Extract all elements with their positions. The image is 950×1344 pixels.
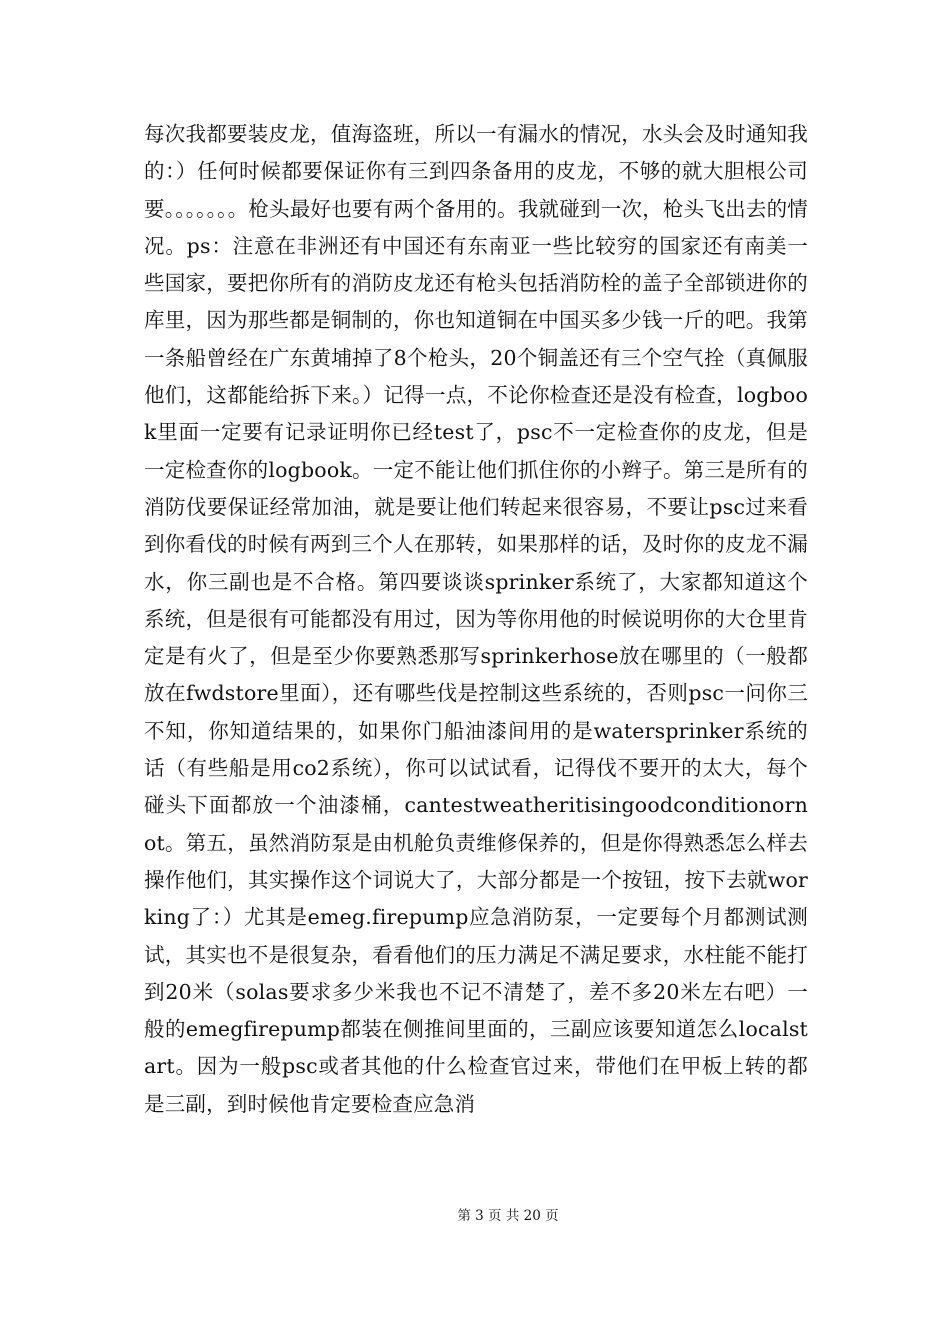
body-paragraph: 每次我都要装皮龙，值海盗班，所以一有漏水的情况，水头会及时通知我的：）任何时候都要保证你有三到四条备用的皮龙，不够的就大胆根公司要。。。。。。。枪头最好也要有两个备用的。我就碰到一次，枪头飞出去的情况。ps：注意在非洲还有中国还有东南亚一些比较穷的国家还有南美一些国家，要把你所有的消防皮龙还有枪头包括消防栓的盖子全部锁进你的库里，因为那些都是铜制的，你也知道铜在中国买多少钱一斤的吧。我第一条船曾经在广东黄埔掉了8个枪头，20个铜盖还有三个空气拴（真佩服他们，这都能给拆下来。）记得一点，不论你检查还是没有检查，logbook里面一定要有记录证明你已经test了，psc不一定检查你的皮龙，但是一定检查你的logbook。一定不能让他们抓住你的小辫子。第三是所有的消防伐要保证经常加油，就是要让他们转起来很容易，不要让psc过来看到你看伐的时候有两到三个人在那转，如果那样的话，及时你的皮龙不漏水，你三副也是不合格。第四要谈谈sprinker系统了，大家都知道这个系统，但是很有可能都没有用过，因为等你用他的时候说明你的大仓里肯定是有火了，但是至少你要熟悉那写sprinkerhose放在哪里的（一般都放在fwdstore里面），还有哪些伐是控制这些系统的，否则psc一问你三不知，你知道结果的，如果你门船油漆间用的是watersprinker系统的话（有些船是用co2系统），你可以试试看，记得伐不要开的太大，每个碰头下面都放一个油漆桶，cantestweatheritisingoodconditionornot。第五，虽然消防泵是由机舱负责维修保养的，但是你得熟悉怎么样去操作他们，其实操作这个词说大了，大部分都是一个按钮，按下去就working了：）尤其是emeg.firepump应急消防泵，一定要每个月都测试测试，其实也不是很复杂，看看他们的压力满足不满足要求，水柱能不能打到20米（solas要求多少米我也不记不清楚了，差不多20米左右吧）一般的emegfirepump都装在侧推间里面的，三副应该要知道怎么localstart。因为一般psc或者其他的什么检查官过来，带他们在甲板上转的都是三副，到时候他肯定要检查应急消 — [144, 122, 808, 1116]
page-number: 第 3 页 共 20 页 — [457, 1208, 559, 1224]
page-footer — [0, 1204, 950, 1224]
